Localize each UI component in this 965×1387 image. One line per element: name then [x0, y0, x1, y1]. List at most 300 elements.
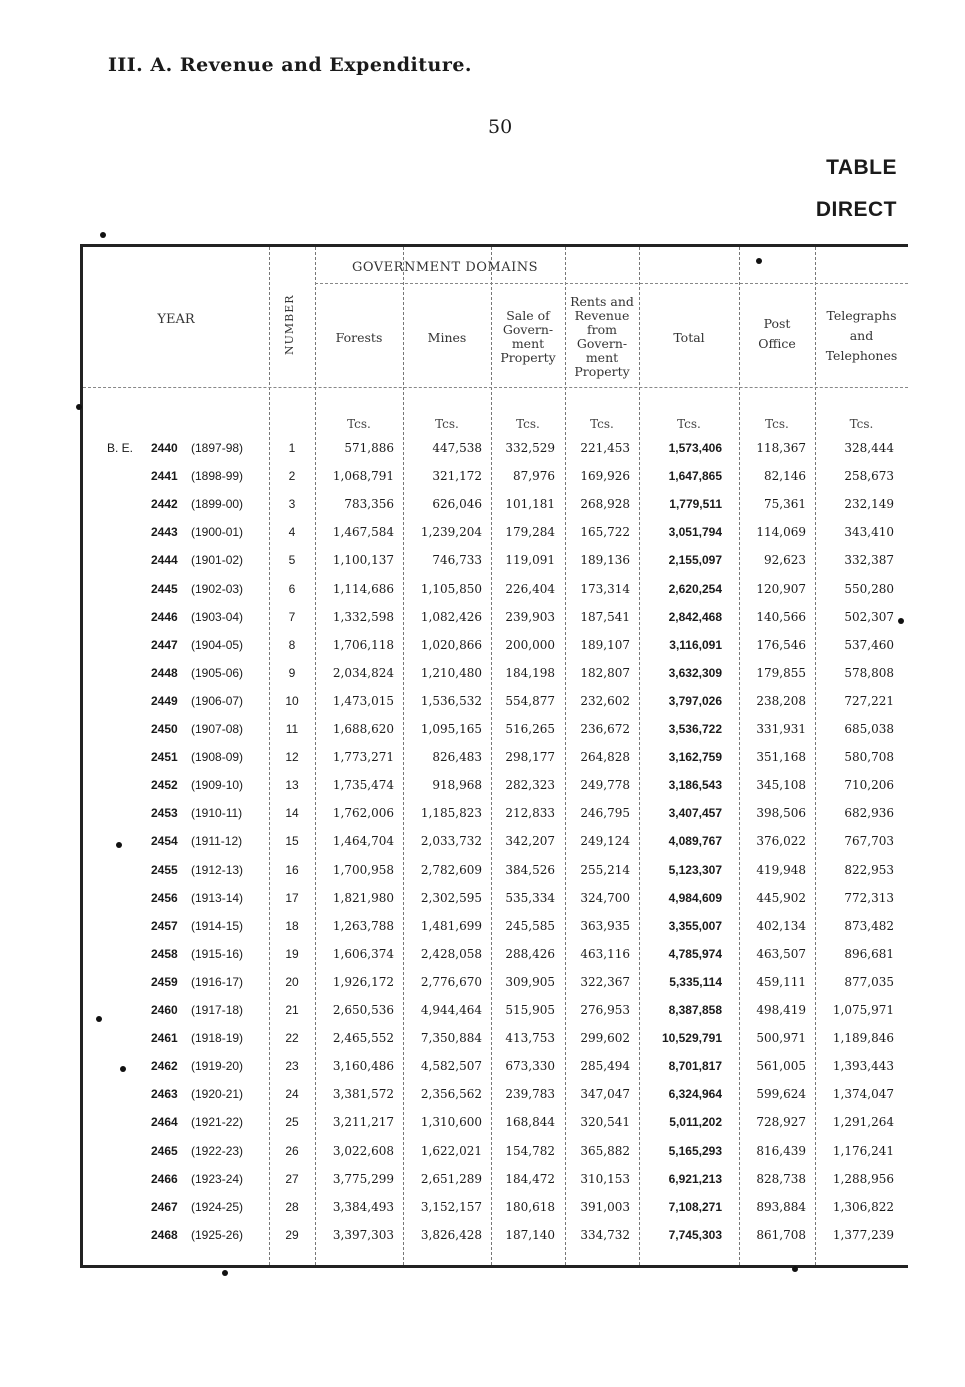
mines-cell: 1,185,823 — [420, 806, 482, 821]
tele-header-line: and — [849, 328, 874, 343]
table-row — [83, 891, 908, 919]
post-office-cell: 238,208 — [756, 693, 806, 708]
period-cell: (1923-24) — [191, 1171, 244, 1186]
period-cell: (1908-09) — [191, 750, 244, 765]
year-cell: 2452 — [151, 778, 178, 793]
direct-heading: DIRECT — [815, 198, 897, 221]
period-cell: (1903-04) — [191, 609, 244, 624]
rents-cell: 463,116 — [580, 946, 630, 961]
forests-cell: 1,263,788 — [332, 918, 394, 933]
rents-cell: 320,541 — [580, 1115, 630, 1130]
forests-cell: 1,332,598 — [332, 609, 394, 624]
rents-cell: 363,935 — [580, 918, 630, 933]
period-cell: (1907-08) — [191, 722, 244, 736]
number-cell: 11 — [285, 722, 299, 736]
number-cell: 25 — [285, 1115, 299, 1130]
total-cell: 6,921,213 — [668, 1171, 722, 1186]
mines-cell: 1,536,532 — [420, 693, 482, 708]
post-office-cell: 728,927 — [756, 1115, 806, 1130]
sale-cell: 87,976 — [513, 469, 555, 484]
total-cell: 10,529,791 — [661, 1031, 722, 1046]
table-row — [83, 1003, 908, 1031]
total-header: Total — [673, 330, 705, 345]
post-office-cell: 118,367 — [756, 441, 806, 455]
ink-blot — [116, 842, 122, 848]
table-row — [83, 553, 908, 581]
telegraphs-cell: 502,307 — [844, 609, 894, 624]
number-cell: 3 — [288, 497, 296, 512]
table-row — [83, 806, 908, 834]
year-cell: 2445 — [151, 581, 178, 596]
telegraphs-cell: 1,393,443 — [832, 1059, 894, 1074]
number-cell: 26 — [285, 1143, 299, 1158]
period-cell: (1905-06) — [191, 665, 244, 680]
year-cell: 2459 — [151, 974, 178, 989]
forests-cell: 1,700,958 — [332, 862, 394, 877]
rents-cell: 236,672 — [580, 722, 630, 736]
telegraphs-cell: 258,673 — [844, 469, 894, 484]
year-cell: 2461 — [151, 1031, 178, 1046]
mines-cell: 3,826,428 — [420, 1227, 482, 1242]
telegraphs-cell: 550,280 — [844, 581, 894, 596]
era-label: B. E. — [107, 441, 134, 455]
period-cell: (1915-16) — [191, 946, 244, 961]
period-cell: (1900-01) — [191, 525, 244, 540]
total-cell: 2,842,468 — [668, 609, 722, 624]
number-cell: 9 — [288, 665, 296, 680]
total-cell: 1,573,406 — [668, 441, 722, 455]
forests-cell: 3,397,303 — [332, 1227, 394, 1242]
year-cell: 2448 — [151, 665, 178, 680]
number-cell: 17 — [285, 890, 299, 905]
ink-blot — [898, 618, 904, 624]
total-cell: 3,797,026 — [668, 693, 722, 708]
forests-cell: 2,034,824 — [332, 665, 394, 680]
unit-label: Tcs. — [590, 417, 614, 431]
period-cell: (1919-20) — [191, 1059, 244, 1074]
number-cell: 8 — [288, 637, 296, 652]
number-cell: 18 — [285, 918, 299, 933]
post-office-cell: 331,931 — [756, 722, 806, 736]
telegraphs-cell: 1,291,264 — [832, 1115, 894, 1130]
forests-cell: 2,650,536 — [332, 1003, 394, 1017]
number-cell: 28 — [285, 1199, 299, 1214]
sale-cell: 184,198 — [505, 665, 555, 680]
sale-cell: 673,330 — [505, 1059, 555, 1074]
mines-cell: 1,105,850 — [420, 581, 482, 596]
rents-cell: 232,602 — [580, 693, 630, 708]
telegraphs-cell: 682,936 — [844, 806, 894, 821]
post-office-cell: 179,855 — [756, 665, 806, 680]
post-office-cell: 828,738 — [756, 1171, 806, 1186]
telegraphs-cell: 1,288,956 — [832, 1171, 894, 1186]
ink-blot — [222, 1270, 228, 1276]
number-cell: 21 — [285, 1003, 299, 1017]
year-cell: 2453 — [151, 806, 178, 821]
total-cell: 3,116,091 — [669, 637, 722, 652]
table-row — [83, 947, 908, 975]
post-office-cell: 459,111 — [756, 974, 806, 989]
year-cell: 2444 — [151, 553, 178, 568]
year-cell: 2467 — [151, 1199, 178, 1214]
sale-header — [491, 309, 565, 365]
telegraphs-cell: 1,306,822 — [832, 1199, 894, 1214]
page-number: 50 — [488, 116, 513, 138]
sale-cell: 239,903 — [505, 609, 555, 624]
year-cell: 2442 — [151, 497, 178, 512]
year-cell: 2454 — [151, 834, 178, 849]
sale-cell: 168,844 — [505, 1115, 555, 1130]
telegraphs-cell: 822,953 — [844, 862, 894, 877]
unit-label: Tcs. — [849, 417, 874, 431]
post-header-line: Office — [758, 336, 796, 351]
forests-cell: 1,706,118 — [332, 637, 394, 652]
rents-header — [565, 295, 639, 379]
total-cell: 3,536,722 — [668, 722, 722, 736]
mines-cell: 918,968 — [432, 778, 482, 793]
mines-cell: 1,210,480 — [420, 665, 482, 680]
total-cell: 4,785,974 — [668, 946, 722, 961]
sale-cell: 309,905 — [505, 974, 555, 989]
table-row — [83, 1031, 908, 1059]
sale-cell: 282,323 — [505, 778, 555, 793]
rents-cell: 189,136 — [580, 553, 630, 568]
ink-blot — [756, 258, 762, 264]
table-row — [83, 638, 908, 666]
forests-cell: 3,160,486 — [332, 1059, 394, 1074]
forests-cell: 571,886 — [344, 441, 394, 455]
mines-cell: 4,582,507 — [420, 1059, 482, 1074]
mines-header: Mines — [427, 330, 467, 345]
rents-header-line: Property — [574, 364, 630, 379]
post-header-line: Post — [763, 316, 791, 331]
rents-cell: 322,367 — [580, 974, 630, 989]
rents-cell: 391,003 — [580, 1199, 630, 1214]
post-office-cell: 92,623 — [764, 553, 806, 568]
telegraphs-cell: 1,377,239 — [832, 1227, 894, 1242]
total-cell: 5,123,307 — [668, 862, 722, 877]
year-cell: 2462 — [151, 1059, 178, 1074]
post-office-cell: 463,507 — [756, 946, 806, 961]
number-cell: 12 — [285, 750, 299, 765]
forests-cell: 1,068,791 — [332, 469, 394, 484]
total-cell: 5,011,202 — [669, 1115, 722, 1130]
number-cell: 15 — [285, 834, 299, 849]
telegraphs-cell: 877,035 — [844, 974, 894, 989]
post-office-cell: 893,884 — [756, 1199, 806, 1214]
mines-cell: 626,046 — [432, 497, 482, 512]
table-row — [83, 497, 908, 525]
year-cell: 2463 — [151, 1087, 178, 1102]
forests-cell: 3,381,572 — [332, 1087, 394, 1102]
total-cell: 3,632,309 — [668, 665, 722, 680]
ink-blot — [100, 232, 106, 238]
period-cell: (1925-26) — [191, 1227, 244, 1242]
sale-header-line: Sale of — [506, 308, 550, 323]
total-cell: 4,984,609 — [668, 890, 722, 905]
mines-cell: 826,483 — [432, 750, 482, 765]
mines-cell: 1,622,021 — [420, 1143, 482, 1158]
mines-cell: 1,020,866 — [420, 637, 482, 652]
post-office-cell: 861,708 — [756, 1227, 806, 1242]
table-row — [83, 1200, 908, 1228]
mines-cell: 2,776,670 — [420, 974, 482, 989]
mines-cell: 2,782,609 — [420, 862, 482, 877]
mines-cell: 1,095,165 — [420, 722, 482, 736]
year-cell: 2456 — [151, 890, 178, 905]
ink-blot — [792, 1266, 798, 1272]
post-office-cell: 140,566 — [756, 609, 806, 624]
rents-cell: 276,953 — [580, 1003, 630, 1017]
year-cell: 2460 — [151, 1003, 178, 1017]
post-office-cell: 376,022 — [756, 834, 806, 849]
period-cell: (1899-00) — [191, 497, 244, 512]
forests-cell: 2,465,552 — [332, 1031, 394, 1046]
sale-cell: 184,472 — [505, 1171, 555, 1186]
table-row — [83, 1228, 908, 1256]
year-cell: 2468 — [151, 1227, 178, 1242]
total-cell: 5,335,114 — [669, 974, 722, 989]
post-office-header — [739, 317, 815, 351]
period-cell: (1901-02) — [191, 553, 244, 568]
sale-header-line: Property — [500, 350, 556, 365]
total-cell: 3,407,457 — [668, 806, 722, 821]
rents-cell: 347,047 — [580, 1087, 630, 1102]
mines-cell: 2,651,289 — [420, 1171, 482, 1186]
year-header: YEAR — [157, 312, 195, 327]
rents-cell: 334,732 — [580, 1227, 630, 1242]
total-cell: 8,387,858 — [668, 1003, 722, 1017]
mines-cell: 2,428,058 — [420, 946, 482, 961]
forests-cell: 3,384,493 — [332, 1199, 394, 1214]
rents-cell: 324,700 — [580, 890, 630, 905]
total-cell: 7,745,303 — [668, 1227, 722, 1242]
forests-cell: 1,473,015 — [332, 693, 394, 708]
period-cell: (1921-22) — [191, 1115, 244, 1130]
rents-header-line: Revenue — [574, 308, 630, 323]
table-row — [83, 666, 908, 694]
number-cell: 7 — [288, 609, 296, 624]
sale-cell: 119,091 — [505, 553, 555, 568]
year-cell: 2443 — [151, 525, 178, 540]
sale-cell: 180,618 — [505, 1199, 555, 1214]
rents-cell: 165,722 — [580, 525, 630, 540]
rents-cell: 249,778 — [580, 778, 630, 793]
mines-cell: 746,733 — [432, 553, 482, 568]
rents-cell: 221,453 — [580, 441, 630, 455]
total-cell: 4,089,767 — [668, 834, 722, 849]
telegraphs-cell: 580,708 — [844, 750, 894, 765]
forests-cell: 1,926,172 — [332, 974, 394, 989]
sale-cell: 342,207 — [505, 834, 555, 849]
sale-cell: 226,404 — [505, 581, 555, 596]
period-cell: (1909-10) — [191, 778, 244, 793]
period-cell: (1902-03) — [191, 581, 244, 596]
table-row — [83, 1144, 908, 1172]
sale-cell: 332,529 — [505, 441, 555, 455]
year-cell: 2440 — [151, 441, 178, 455]
sale-cell: 413,753 — [505, 1031, 555, 1046]
mines-cell: 4,944,464 — [420, 1003, 482, 1017]
period-cell: (1914-15) — [191, 918, 244, 933]
table-row — [83, 441, 908, 469]
mines-cell: 2,356,562 — [420, 1087, 482, 1102]
telegraphs-cell: 685,038 — [844, 722, 894, 736]
total-cell: 3,186,543 — [668, 778, 722, 793]
total-cell: 7,108,271 — [668, 1199, 722, 1214]
forests-cell: 1,735,474 — [332, 778, 394, 793]
mines-cell: 2,033,732 — [420, 834, 482, 849]
sale-cell: 515,905 — [505, 1003, 555, 1017]
rents-cell: 285,494 — [580, 1059, 630, 1074]
sale-cell: 154,782 — [505, 1143, 555, 1158]
post-office-cell: 445,902 — [756, 890, 806, 905]
sale-cell: 245,585 — [505, 918, 555, 933]
total-cell: 3,355,007 — [668, 918, 722, 933]
number-cell: 5 — [288, 553, 296, 568]
number-header-label: NUMBER — [283, 294, 296, 355]
post-office-cell: 75,361 — [764, 497, 806, 512]
sale-cell: 187,140 — [505, 1227, 555, 1242]
forests-cell: 783,356 — [344, 497, 394, 512]
mines-cell: 447,538 — [432, 441, 482, 455]
telegraphs-header — [815, 309, 908, 363]
sale-cell: 212,833 — [505, 806, 555, 821]
number-cell: 19 — [285, 946, 299, 961]
rents-cell: 169,926 — [580, 469, 630, 484]
total-cell: 8,701,817 — [668, 1059, 722, 1074]
post-office-cell: 351,168 — [756, 750, 806, 765]
telegraphs-cell: 1,176,241 — [832, 1143, 894, 1158]
number-cell: 14 — [285, 806, 299, 821]
table-row — [83, 1059, 908, 1087]
telegraphs-cell: 537,460 — [844, 637, 894, 652]
unit-label: Tcs. — [516, 417, 540, 431]
mines-cell: 3,152,157 — [420, 1199, 482, 1214]
forests-cell: 1,821,980 — [332, 890, 394, 905]
year-cell: 2449 — [151, 693, 178, 708]
rents-header-line: from — [587, 322, 617, 337]
header-rule — [315, 283, 908, 284]
rents-cell: 365,882 — [580, 1143, 630, 1158]
forests-cell: 1,467,584 — [332, 525, 394, 540]
number-cell: 2 — [288, 469, 296, 484]
total-cell: 1,779,511 — [669, 497, 722, 512]
total-cell: 2,620,254 — [668, 581, 722, 596]
sale-cell: 298,177 — [505, 750, 555, 765]
period-cell: (1912-13) — [191, 862, 244, 877]
period-cell: (1920-21) — [191, 1087, 244, 1102]
table-row — [83, 919, 908, 947]
ink-blot — [120, 1066, 126, 1072]
post-office-cell: 398,506 — [756, 806, 806, 821]
number-cell: 16 — [285, 862, 299, 877]
table-row — [83, 750, 908, 778]
post-office-cell: 498,419 — [756, 1003, 806, 1017]
post-office-cell: 599,624 — [756, 1087, 806, 1102]
sale-cell: 554,877 — [505, 693, 555, 708]
table-row — [83, 582, 908, 610]
telegraphs-cell: 873,482 — [844, 918, 894, 933]
forests-cell: 1,464,704 — [332, 834, 394, 849]
sale-cell: 179,284 — [505, 525, 555, 540]
year-cell: 2455 — [151, 862, 178, 877]
telegraphs-cell: 232,149 — [844, 497, 894, 512]
sale-cell: 200,000 — [505, 637, 555, 652]
header-rule — [83, 387, 908, 388]
number-cell: 27 — [285, 1171, 299, 1186]
rents-cell: 249,124 — [580, 834, 630, 849]
forests-cell: 1,773,271 — [332, 750, 394, 765]
rents-cell: 173,314 — [580, 581, 630, 596]
telegraphs-cell: 772,313 — [844, 890, 894, 905]
number-cell: 1 — [288, 441, 296, 455]
period-cell: (1910-11) — [191, 806, 243, 821]
rents-cell: 189,107 — [580, 637, 630, 652]
post-office-cell: 176,546 — [756, 637, 806, 652]
telegraphs-cell: 332,387 — [844, 553, 894, 568]
period-cell: (1898-99) — [191, 469, 244, 484]
tele-header-line: Telephones — [825, 348, 898, 363]
government-domains-heading: GOVERNMENT DOMAINS — [351, 260, 539, 275]
year-cell: 2457 — [151, 918, 178, 933]
telegraphs-cell: 343,410 — [844, 525, 894, 540]
unit-label: Tcs. — [677, 417, 701, 431]
table-row — [83, 469, 908, 497]
forests-cell: 1,762,006 — [332, 806, 394, 821]
number-cell: 6 — [288, 581, 296, 596]
year-cell: 2446 — [151, 609, 178, 624]
forests-cell: 3,022,608 — [332, 1143, 394, 1158]
telegraphs-cell: 1,374,047 — [832, 1087, 894, 1102]
forests-cell: 3,211,217 — [332, 1115, 394, 1130]
sale-cell: 101,181 — [505, 497, 555, 512]
table-row — [83, 834, 908, 862]
rents-header-line: Govern- — [576, 336, 628, 351]
table-row — [83, 1087, 908, 1115]
year-cell: 2451 — [151, 750, 178, 765]
year-cell: 2464 — [151, 1115, 178, 1130]
post-office-cell: 114,069 — [756, 525, 806, 540]
year-cell: 2450 — [151, 722, 178, 736]
forests-cell: 1,100,137 — [332, 553, 394, 568]
total-cell: 3,162,759 — [668, 750, 722, 765]
telegraphs-cell: 710,206 — [844, 778, 894, 793]
rents-cell: 255,214 — [580, 862, 630, 877]
mines-cell: 321,172 — [432, 469, 482, 484]
section-title: III. A. Revenue and Expenditure. — [108, 54, 473, 76]
sale-cell: 516,265 — [505, 722, 555, 736]
rents-cell: 310,153 — [580, 1171, 630, 1186]
table-row — [83, 722, 908, 750]
telegraphs-cell: 767,703 — [844, 834, 894, 849]
sale-cell: 535,334 — [505, 890, 555, 905]
unit-label: Tcs. — [765, 417, 789, 431]
unit-label: Tcs. — [347, 417, 371, 431]
period-cell: (1922-23) — [191, 1143, 244, 1158]
rents-header-line: ment — [585, 350, 619, 365]
table-row — [83, 778, 908, 806]
rents-cell: 264,828 — [580, 750, 630, 765]
rents-cell: 187,541 — [580, 609, 630, 624]
sale-cell: 384,526 — [505, 862, 555, 877]
year-cell: 2466 — [151, 1171, 178, 1186]
telegraphs-cell: 1,189,846 — [832, 1031, 894, 1046]
ink-blot — [96, 1016, 102, 1022]
mines-cell: 2,302,595 — [420, 890, 482, 905]
number-cell: 22 — [285, 1031, 299, 1046]
period-cell: (1917-18) — [191, 1003, 244, 1017]
